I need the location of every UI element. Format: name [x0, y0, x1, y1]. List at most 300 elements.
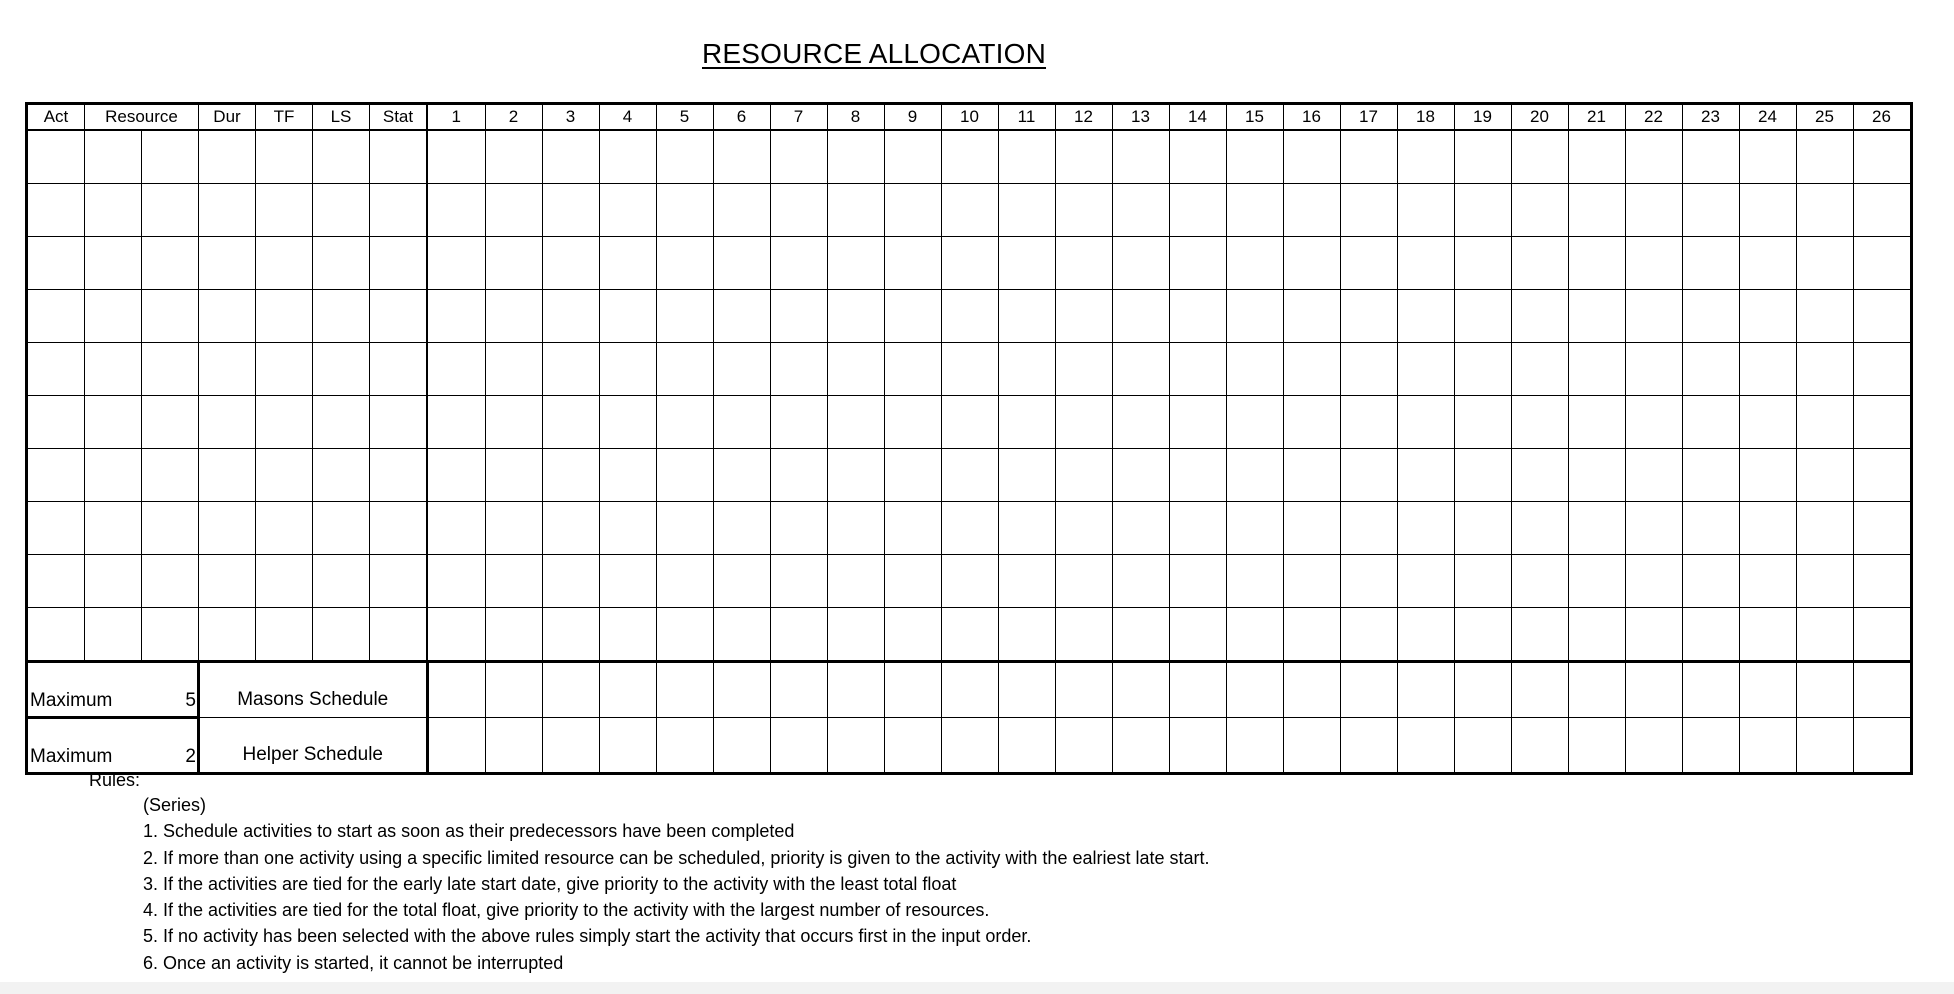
day-cell[interactable]: [1511, 608, 1568, 662]
day-cell[interactable]: [1055, 343, 1112, 396]
day-cell[interactable]: [1454, 237, 1511, 290]
day-cell[interactable]: [1226, 343, 1283, 396]
day-cell[interactable]: [1625, 237, 1682, 290]
day-cell[interactable]: [1454, 130, 1511, 184]
day-cell[interactable]: [1340, 184, 1397, 237]
day-cell[interactable]: [1853, 502, 1911, 555]
day-cell[interactable]: [884, 290, 941, 343]
activity-cell[interactable]: [199, 502, 256, 555]
schedule-day-cell[interactable]: [1511, 662, 1568, 718]
day-cell[interactable]: [542, 237, 599, 290]
activity-cell[interactable]: [27, 396, 85, 449]
day-cell[interactable]: [656, 184, 713, 237]
day-cell[interactable]: [485, 502, 542, 555]
day-cell[interactable]: [1454, 290, 1511, 343]
activity-cell[interactable]: [199, 237, 256, 290]
day-cell[interactable]: [770, 343, 827, 396]
activity-cell[interactable]: [142, 237, 199, 290]
activity-cell[interactable]: [256, 608, 313, 662]
day-cell[interactable]: [1283, 290, 1340, 343]
schedule-day-cell[interactable]: [485, 718, 542, 774]
day-cell[interactable]: [827, 343, 884, 396]
day-cell[interactable]: [1169, 608, 1226, 662]
day-cell[interactable]: [770, 608, 827, 662]
day-cell[interactable]: [713, 237, 770, 290]
schedule-day-cell[interactable]: [827, 662, 884, 718]
activity-cell[interactable]: [85, 608, 142, 662]
day-cell[interactable]: [427, 130, 485, 184]
schedule-day-cell[interactable]: [485, 662, 542, 718]
day-cell[interactable]: [656, 237, 713, 290]
activity-cell[interactable]: [370, 237, 428, 290]
day-cell[interactable]: [485, 608, 542, 662]
activity-cell[interactable]: [142, 502, 199, 555]
activity-cell[interactable]: [313, 449, 370, 502]
activity-cell[interactable]: [256, 449, 313, 502]
day-cell[interactable]: [884, 184, 941, 237]
activity-cell[interactable]: [27, 555, 85, 608]
day-cell[interactable]: [656, 449, 713, 502]
day-cell[interactable]: [1511, 502, 1568, 555]
day-cell[interactable]: [1682, 237, 1739, 290]
day-cell[interactable]: [884, 555, 941, 608]
day-cell[interactable]: [713, 502, 770, 555]
day-cell[interactable]: [713, 290, 770, 343]
schedule-day-cell[interactable]: [427, 718, 485, 774]
day-cell[interactable]: [427, 555, 485, 608]
day-cell[interactable]: [770, 130, 827, 184]
day-cell[interactable]: [1796, 555, 1853, 608]
schedule-day-cell[interactable]: [1055, 662, 1112, 718]
day-cell[interactable]: [1169, 130, 1226, 184]
schedule-day-cell[interactable]: [1283, 718, 1340, 774]
day-cell[interactable]: [1682, 449, 1739, 502]
day-cell[interactable]: [1625, 343, 1682, 396]
day-cell[interactable]: [1112, 343, 1169, 396]
day-cell[interactable]: [485, 130, 542, 184]
day-cell[interactable]: [1796, 449, 1853, 502]
day-cell[interactable]: [427, 290, 485, 343]
day-cell[interactable]: [827, 608, 884, 662]
day-cell[interactable]: [1169, 502, 1226, 555]
day-cell[interactable]: [1169, 343, 1226, 396]
activity-cell[interactable]: [199, 608, 256, 662]
schedule-day-cell[interactable]: [1226, 662, 1283, 718]
activity-cell[interactable]: [256, 237, 313, 290]
day-cell[interactable]: [1055, 290, 1112, 343]
activity-cell[interactable]: [85, 237, 142, 290]
day-cell[interactable]: [827, 184, 884, 237]
activity-cell[interactable]: [199, 449, 256, 502]
schedule-day-cell[interactable]: [1454, 718, 1511, 774]
day-cell[interactable]: [1682, 502, 1739, 555]
day-cell[interactable]: [1283, 184, 1340, 237]
day-cell[interactable]: [1112, 237, 1169, 290]
day-cell[interactable]: [1739, 237, 1796, 290]
day-cell[interactable]: [713, 396, 770, 449]
schedule-day-cell[interactable]: [1169, 718, 1226, 774]
day-cell[interactable]: [998, 449, 1055, 502]
activity-cell[interactable]: [85, 130, 142, 184]
day-cell[interactable]: [1055, 130, 1112, 184]
activity-cell[interactable]: [313, 608, 370, 662]
day-cell[interactable]: [1055, 555, 1112, 608]
day-cell[interactable]: [599, 449, 656, 502]
activity-cell[interactable]: [256, 343, 313, 396]
day-cell[interactable]: [1739, 290, 1796, 343]
day-cell[interactable]: [1283, 343, 1340, 396]
activity-cell[interactable]: [27, 343, 85, 396]
day-cell[interactable]: [713, 608, 770, 662]
activity-cell[interactable]: [313, 184, 370, 237]
day-cell[interactable]: [1397, 449, 1454, 502]
day-cell[interactable]: [542, 184, 599, 237]
schedule-day-cell[interactable]: [998, 718, 1055, 774]
schedule-day-cell[interactable]: [770, 718, 827, 774]
day-cell[interactable]: [485, 396, 542, 449]
day-cell[interactable]: [1511, 449, 1568, 502]
day-cell[interactable]: [1568, 396, 1625, 449]
day-cell[interactable]: [1340, 502, 1397, 555]
day-cell[interactable]: [1169, 184, 1226, 237]
activity-cell[interactable]: [142, 396, 199, 449]
activity-cell[interactable]: [199, 184, 256, 237]
day-cell[interactable]: [884, 343, 941, 396]
day-cell[interactable]: [427, 184, 485, 237]
activity-cell[interactable]: [199, 290, 256, 343]
day-cell[interactable]: [599, 343, 656, 396]
day-cell[interactable]: [1511, 237, 1568, 290]
activity-cell[interactable]: [142, 449, 199, 502]
day-cell[interactable]: [941, 237, 998, 290]
day-cell[interactable]: [1340, 555, 1397, 608]
schedule-day-cell[interactable]: [1397, 662, 1454, 718]
schedule-day-cell[interactable]: [941, 718, 998, 774]
day-cell[interactable]: [1568, 555, 1625, 608]
activity-cell[interactable]: [313, 343, 370, 396]
day-cell[interactable]: [1682, 555, 1739, 608]
day-cell[interactable]: [998, 396, 1055, 449]
activity-cell[interactable]: [313, 290, 370, 343]
day-cell[interactable]: [1568, 237, 1625, 290]
day-cell[interactable]: [1739, 396, 1796, 449]
day-cell[interactable]: [656, 555, 713, 608]
day-cell[interactable]: [542, 502, 599, 555]
day-cell[interactable]: [1796, 290, 1853, 343]
activity-cell[interactable]: [142, 184, 199, 237]
day-cell[interactable]: [1340, 130, 1397, 184]
activity-cell[interactable]: [313, 502, 370, 555]
activity-cell[interactable]: [142, 290, 199, 343]
day-cell[interactable]: [599, 608, 656, 662]
day-cell[interactable]: [1226, 449, 1283, 502]
day-cell[interactable]: [1568, 290, 1625, 343]
activity-cell[interactable]: [27, 184, 85, 237]
day-cell[interactable]: [827, 237, 884, 290]
activity-cell[interactable]: [313, 237, 370, 290]
activity-cell[interactable]: [142, 130, 199, 184]
day-cell[interactable]: [1454, 555, 1511, 608]
schedule-day-cell[interactable]: [1796, 662, 1853, 718]
day-cell[interactable]: [1682, 343, 1739, 396]
day-cell[interactable]: [1226, 130, 1283, 184]
day-cell[interactable]: [1682, 130, 1739, 184]
day-cell[interactable]: [713, 555, 770, 608]
day-cell[interactable]: [713, 343, 770, 396]
schedule-day-cell[interactable]: [1397, 718, 1454, 774]
activity-cell[interactable]: [85, 449, 142, 502]
day-cell[interactable]: [485, 290, 542, 343]
day-cell[interactable]: [542, 608, 599, 662]
day-cell[interactable]: [1454, 449, 1511, 502]
day-cell[interactable]: [1055, 608, 1112, 662]
schedule-day-cell[interactable]: [1568, 662, 1625, 718]
day-cell[interactable]: [998, 608, 1055, 662]
day-cell[interactable]: [599, 184, 656, 237]
day-cell[interactable]: [1340, 449, 1397, 502]
day-cell[interactable]: [1739, 555, 1796, 608]
day-cell[interactable]: [1682, 608, 1739, 662]
day-cell[interactable]: [427, 343, 485, 396]
day-cell[interactable]: [1625, 396, 1682, 449]
day-cell[interactable]: [1625, 449, 1682, 502]
schedule-day-cell[interactable]: [1739, 718, 1796, 774]
day-cell[interactable]: [1112, 290, 1169, 343]
activity-cell[interactable]: [370, 290, 428, 343]
day-cell[interactable]: [1169, 555, 1226, 608]
activity-cell[interactable]: [256, 396, 313, 449]
activity-cell[interactable]: [370, 449, 428, 502]
activity-cell[interactable]: [370, 502, 428, 555]
schedule-day-cell[interactable]: [1682, 718, 1739, 774]
day-cell[interactable]: [1511, 396, 1568, 449]
schedule-day-cell[interactable]: [1796, 718, 1853, 774]
day-cell[interactable]: [1682, 396, 1739, 449]
day-cell[interactable]: [1112, 396, 1169, 449]
day-cell[interactable]: [941, 184, 998, 237]
day-cell[interactable]: [542, 290, 599, 343]
day-cell[interactable]: [1511, 184, 1568, 237]
activity-cell[interactable]: [256, 502, 313, 555]
day-cell[interactable]: [1226, 237, 1283, 290]
schedule-day-cell[interactable]: [941, 662, 998, 718]
day-cell[interactable]: [1454, 608, 1511, 662]
activity-cell[interactable]: [313, 555, 370, 608]
day-cell[interactable]: [1112, 608, 1169, 662]
day-cell[interactable]: [884, 237, 941, 290]
activity-cell[interactable]: [85, 502, 142, 555]
day-cell[interactable]: [1169, 290, 1226, 343]
day-cell[interactable]: [542, 396, 599, 449]
activity-cell[interactable]: [256, 555, 313, 608]
activity-cell[interactable]: [27, 130, 85, 184]
day-cell[interactable]: [1112, 555, 1169, 608]
day-cell[interactable]: [1568, 608, 1625, 662]
activity-cell[interactable]: [85, 343, 142, 396]
day-cell[interactable]: [1055, 184, 1112, 237]
schedule-day-cell[interactable]: [713, 718, 770, 774]
day-cell[interactable]: [1568, 130, 1625, 184]
schedule-day-cell[interactable]: [770, 662, 827, 718]
day-cell[interactable]: [1169, 396, 1226, 449]
day-cell[interactable]: [599, 290, 656, 343]
day-cell[interactable]: [770, 396, 827, 449]
schedule-day-cell[interactable]: [1853, 662, 1911, 718]
day-cell[interactable]: [1511, 555, 1568, 608]
day-cell[interactable]: [941, 396, 998, 449]
day-cell[interactable]: [485, 237, 542, 290]
day-cell[interactable]: [427, 608, 485, 662]
day-cell[interactable]: [1283, 449, 1340, 502]
day-cell[interactable]: [1796, 343, 1853, 396]
day-cell[interactable]: [1853, 237, 1911, 290]
schedule-day-cell[interactable]: [827, 718, 884, 774]
schedule-day-cell[interactable]: [1226, 718, 1283, 774]
schedule-day-cell[interactable]: [1853, 718, 1911, 774]
schedule-day-cell[interactable]: [1112, 718, 1169, 774]
activity-cell[interactable]: [27, 449, 85, 502]
day-cell[interactable]: [998, 502, 1055, 555]
day-cell[interactable]: [713, 130, 770, 184]
day-cell[interactable]: [770, 502, 827, 555]
day-cell[interactable]: [770, 449, 827, 502]
schedule-day-cell[interactable]: [656, 662, 713, 718]
activity-cell[interactable]: [85, 290, 142, 343]
schedule-day-cell[interactable]: [884, 718, 941, 774]
day-cell[interactable]: [1568, 343, 1625, 396]
schedule-day-cell[interactable]: [1568, 718, 1625, 774]
day-cell[interactable]: [1853, 608, 1911, 662]
day-cell[interactable]: [1283, 237, 1340, 290]
day-cell[interactable]: [1853, 290, 1911, 343]
day-cell[interactable]: [427, 449, 485, 502]
day-cell[interactable]: [941, 502, 998, 555]
day-cell[interactable]: [770, 290, 827, 343]
day-cell[interactable]: [941, 608, 998, 662]
activity-cell[interactable]: [370, 184, 428, 237]
day-cell[interactable]: [713, 184, 770, 237]
day-cell[interactable]: [998, 343, 1055, 396]
schedule-day-cell[interactable]: [998, 662, 1055, 718]
activity-cell[interactable]: [370, 130, 428, 184]
day-cell[interactable]: [1739, 449, 1796, 502]
schedule-day-cell[interactable]: [599, 718, 656, 774]
day-cell[interactable]: [1739, 130, 1796, 184]
day-cell[interactable]: [1340, 343, 1397, 396]
day-cell[interactable]: [1340, 608, 1397, 662]
schedule-day-cell[interactable]: [1340, 718, 1397, 774]
day-cell[interactable]: [1112, 449, 1169, 502]
day-cell[interactable]: [1283, 608, 1340, 662]
day-cell[interactable]: [1454, 502, 1511, 555]
day-cell[interactable]: [1511, 130, 1568, 184]
day-cell[interactable]: [1454, 343, 1511, 396]
day-cell[interactable]: [941, 130, 998, 184]
day-cell[interactable]: [827, 555, 884, 608]
day-cell[interactable]: [485, 449, 542, 502]
day-cell[interactable]: [1340, 396, 1397, 449]
schedule-day-cell[interactable]: [542, 718, 599, 774]
day-cell[interactable]: [656, 290, 713, 343]
day-cell[interactable]: [1511, 343, 1568, 396]
day-cell[interactable]: [998, 290, 1055, 343]
day-cell[interactable]: [427, 237, 485, 290]
activity-cell[interactable]: [27, 608, 85, 662]
day-cell[interactable]: [941, 343, 998, 396]
day-cell[interactable]: [1625, 608, 1682, 662]
day-cell[interactable]: [1739, 184, 1796, 237]
schedule-day-cell[interactable]: [427, 662, 485, 718]
activity-cell[interactable]: [85, 396, 142, 449]
day-cell[interactable]: [770, 184, 827, 237]
day-cell[interactable]: [599, 237, 656, 290]
activity-cell[interactable]: [199, 130, 256, 184]
activity-cell[interactable]: [256, 184, 313, 237]
day-cell[interactable]: [1397, 396, 1454, 449]
day-cell[interactable]: [656, 502, 713, 555]
day-cell[interactable]: [1682, 184, 1739, 237]
day-cell[interactable]: [599, 502, 656, 555]
day-cell[interactable]: [1169, 237, 1226, 290]
day-cell[interactable]: [884, 449, 941, 502]
day-cell[interactable]: [1853, 449, 1911, 502]
day-cell[interactable]: [599, 555, 656, 608]
day-cell[interactable]: [485, 555, 542, 608]
day-cell[interactable]: [1112, 184, 1169, 237]
day-cell[interactable]: [656, 396, 713, 449]
activity-cell[interactable]: [85, 184, 142, 237]
activity-cell[interactable]: [313, 130, 370, 184]
day-cell[interactable]: [1568, 449, 1625, 502]
day-cell[interactable]: [827, 502, 884, 555]
day-cell[interactable]: [1625, 290, 1682, 343]
day-cell[interactable]: [1853, 343, 1911, 396]
day-cell[interactable]: [998, 184, 1055, 237]
day-cell[interactable]: [1283, 130, 1340, 184]
day-cell[interactable]: [1340, 290, 1397, 343]
schedule-day-cell[interactable]: [1682, 662, 1739, 718]
day-cell[interactable]: [1055, 237, 1112, 290]
activity-cell[interactable]: [370, 396, 428, 449]
day-cell[interactable]: [1853, 396, 1911, 449]
day-cell[interactable]: [884, 608, 941, 662]
day-cell[interactable]: [656, 130, 713, 184]
day-cell[interactable]: [827, 290, 884, 343]
day-cell[interactable]: [1112, 502, 1169, 555]
schedule-day-cell[interactable]: [599, 662, 656, 718]
schedule-day-cell[interactable]: [542, 662, 599, 718]
day-cell[interactable]: [1112, 130, 1169, 184]
activity-cell[interactable]: [142, 343, 199, 396]
day-cell[interactable]: [1397, 343, 1454, 396]
activity-cell[interactable]: [199, 343, 256, 396]
day-cell[interactable]: [599, 130, 656, 184]
day-cell[interactable]: [1283, 555, 1340, 608]
schedule-day-cell[interactable]: [1169, 662, 1226, 718]
day-cell[interactable]: [1397, 130, 1454, 184]
activity-cell[interactable]: [27, 502, 85, 555]
day-cell[interactable]: [1739, 343, 1796, 396]
schedule-day-cell[interactable]: [884, 662, 941, 718]
day-cell[interactable]: [1340, 237, 1397, 290]
day-cell[interactable]: [542, 130, 599, 184]
day-cell[interactable]: [1169, 449, 1226, 502]
day-cell[interactable]: [998, 130, 1055, 184]
day-cell[interactable]: [542, 449, 599, 502]
day-cell[interactable]: [1454, 396, 1511, 449]
day-cell[interactable]: [1226, 608, 1283, 662]
day-cell[interactable]: [713, 449, 770, 502]
